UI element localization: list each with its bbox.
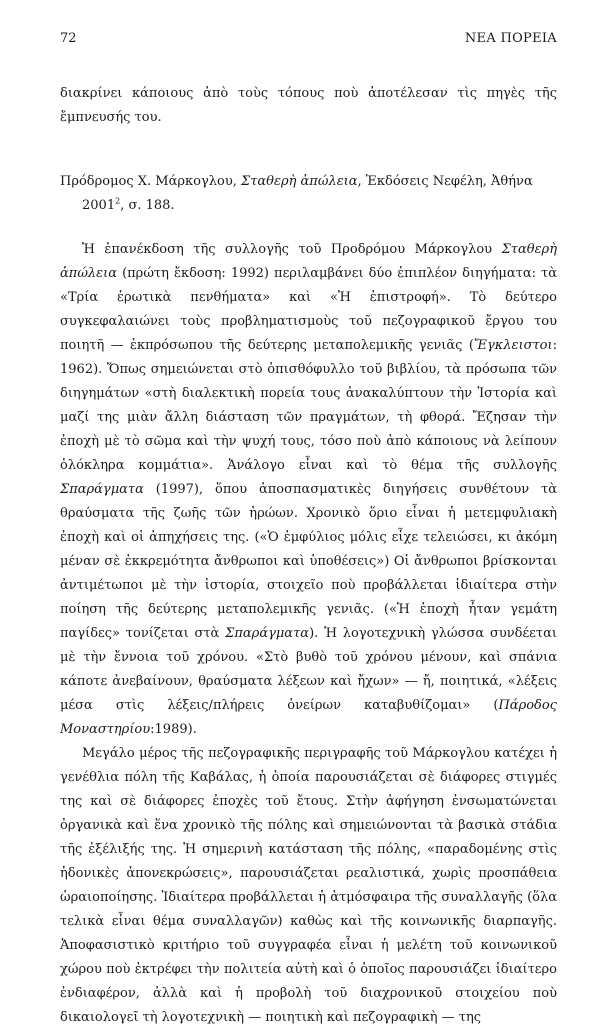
p1-book-title: Σπαράγματα [60, 482, 144, 497]
citation-publisher: , Ἐκδόσεις Νεφέλη, Ἀθήνα 2001 [82, 174, 533, 213]
p1-book-title: Ἔγκλειστοι [473, 338, 553, 353]
book-citation [60, 170, 557, 218]
p1-text: (1997), ὅπου ἀποσπασματικὲς διηγήσεις συνθέτουν τὰ θραύσματα τῆς ζωῆς τῶν ἡρώων. Χρονικὸ ὅριο εἶναι ἡ μετεμφυλιακὴ ἐποχὴ καὶ οἱ ἀπηχήσεις της. («Ὁ ἐμφύλιος μόλις εἶχε τελειώσει, κι ἀκόμη μέναν σὲ ἐκκρεμότητα ἄνθρωποι καὶ ὑποθέσεις») Οἱ ἄνθρωποι βρίσκονται ἀντιμέτωποι μὲ τὴν ἱστορία, στοιχεῖο ποὺ προβάλλεται ἰδιαίτερα στὴν ποίηση τῆς δεύτερης μεταπολεμικῆς γενιᾶς. («Ἡ ἐποχὴ ἦταν γεμάτη παγίδες» τονίζεται στὰ [60, 482, 557, 641]
citation-author: Πρόδρομος Χ. Μάρκογλου, [60, 174, 241, 189]
citation-title: Σταθερὴ ἀπώλεια [241, 174, 358, 189]
p1-text: (πρώτη ἔκδοση: 1992) περιλαμβάνει δύο ἐπιπλέον διηγήματα: τὰ «Τρία ἐρωτικὰ πενθήματα» καὶ «Ἡ ἐπιστροφή». Τὸ δεύτερο συγκεφαλαιώνει τοὺς προβληματισμοὺς τοῦ πεζογραφικοῦ ἔργου του ποιητῆ — ἐκπρόσωπου τῆς δεύτερης μεταπολεμικῆς γενιᾶς ( [60, 266, 557, 353]
p1-text: : 1962). Ὅπως σημειώνεται στὸ ὀπισθόφυλλο τοῦ βιβλίου, τὰ πρόσωπα τῶν διηγημάτων «στὴ διαλεκτικὴ πορεία τους ἀνακαλύπτουν τὴν Ἱστορία καὶ μαζί της μιὰν ἄλλη διάσταση τῶν πραγμάτων, τὴ φθορά. Ἔζησαν τὴν ἐποχὴ μὲ τὸ σῶμα καὶ τὴν ψυχή τους, τόσο ποὺ ἀπὸ κάποιους νὰ λείπουν ὁλόκληρα κομμάτια». Ἀνάλογο εἶναι καὶ τὸ θέμα τῆς συλλογῆς [60, 338, 557, 473]
p1-book-title: Σταθερὴ ἀπώλεια [60, 242, 557, 281]
citation-pages: , σ. 188. [120, 198, 175, 213]
journal-title: ΝΕΑ ΠΟΡΕΙΑ [464, 31, 557, 46]
page-number: 72 [60, 31, 77, 46]
body-paragraph-1 [60, 238, 557, 742]
p1-text: Ἡ ἐπανέκδοση τῆς συλλογῆς τοῦ Προδρόμου Μάρκογλου [82, 242, 502, 257]
opening-paragraph: διακρίνει κάποιους ἀπὸ τοὺς τόπους ποὺ ἀποτέλεσαν τὶς πηγὲς τῆς ἔμπνευσής του. [60, 86, 557, 125]
review-body [60, 238, 557, 1030]
citation-edition: 2 [115, 196, 121, 206]
p1-text: ). Ἡ λογοτεχνικὴ γλώσσα συνδέεται μὲ τὴν ἔννοια τοῦ χρόνου. «Στὸ βυθὸ τοῦ χρόνου μένουν, καὶ σπάνια κάποτε ἀνεβαίνουν, θραύσματα λέξεων καὶ ἤχων» — ἤ, ποιητικά, «λέξεις μέσα στὶς λέξεις/πλήρεις ὀνείρων καταβυθίζομαι» ( [60, 626, 557, 713]
p1-text: :1989). [150, 722, 197, 737]
p1-book-title: Σπαράγματα [225, 626, 310, 641]
p1-book-title: Πάροδος Μοναστηρίου [60, 698, 557, 737]
running-head [60, 30, 557, 48]
body-paragraph-2: Μεγάλο μέρος τῆς πεζογραφικῆς περιγραφῆς τοῦ Μάρκογλου κατέχει ἡ γενέθλια πόλη τῆς Καβάλας, ἡ ὁποία παρουσιάζεται σὲ διάφορες στιγμές της καὶ σὲ διάφορες ἐποχὲς τοῦ ἔτους. Στὴν ἀφήγηση ἐνσωματώνεται ὀργανικὰ καὶ ἕνα χρονικὸ τῆς πόλης καὶ σημειώνονται τὰ βασικὰ στάδια τῆς ἐξέλιξής της. Ἡ σημερινὴ κατάσταση τῆς πόλης, «παραδομένης στὶς ἡδονικὲς ἀπονεκρώσεις», παρουσιάζεται ρεαλιστικά, χωρὶς προσπάθεια ὡραιοποίησης. Ἰδιαίτερα προβάλλεται ἡ ἀτμόσφαιρα τῆς συναλλαγῆς (ὅλα τελικὰ εἶναι θέμα συναλλαγῶν) καθὼς καὶ τῆς κοινωνικῆς διαρπαγῆς. Ἀποφασιστικὸ κριτήριο τοῦ συγγραφέα εἶναι ἡ μελέτη τοῦ κοινωνικοῦ χώρου ποὺ ἐκτρέφει τὴν πολιτεία αὐτὴ καὶ ὁ ὁποῖος παρουσιάζει ἰδιαίτερο ἐνδιαφέρον, ἀλλὰ καὶ ἡ προβολὴ τοῦ διαχρονικοῦ στοιχείου ποὺ δικαιολογεῖ τὴ λογοτεχνικὴ — ποιητικὴ καὶ πεζογραφικὴ — της [60, 746, 557, 1025]
